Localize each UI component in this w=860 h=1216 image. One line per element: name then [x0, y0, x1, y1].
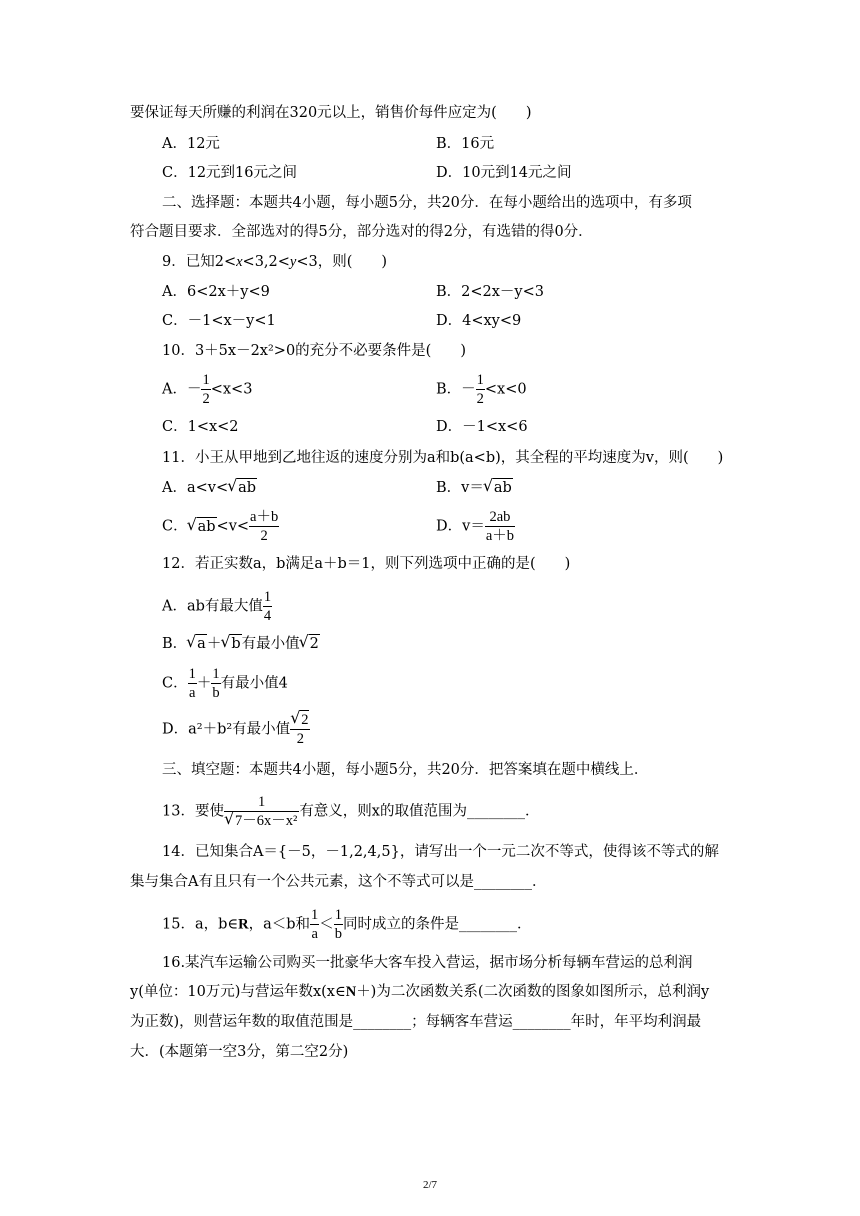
q14-stem-line1: 14．已知集合A＝{－5，－1,2,4,5}，请写出一个一元二次不等式，使得该不等式的解	[162, 844, 719, 860]
fraction: √ $\frac{2}{2}$	[290, 713, 310, 746]
q8-option-d: D．10元到14元之间	[436, 165, 572, 181]
q8-option-c: C．12元到16元之间	[162, 165, 297, 181]
sqrt-sign: √ 2	[291, 713, 309, 728]
q12-option-d: D．a²＋b²有最小值 √ $\frac{2}{2}$	[162, 713, 310, 746]
q9-option-c: C．－1<x－y<1	[162, 313, 276, 329]
q16-stem-line3: 为正数)，则营运年数的取值范围是________；每辆客车营运________年时，年平均利润最	[130, 1014, 702, 1030]
q9-option-a: A．6<2x＋y<9	[162, 284, 270, 300]
q10-option-c: C．1<x<2	[162, 419, 239, 435]
section3-heading: 三、填空题：本题共4小题，每小题5分，共20分．把答案填在题中横线上．	[162, 762, 649, 778]
fraction: $\frac{1}{a}$	[311, 907, 319, 942]
q11-option-d: D．v＝ $\frac{2ab}{a+b}$	[436, 509, 515, 544]
q11-option-c: C．√ ab<v< $\frac{a+b}{2}$	[162, 510, 279, 543]
q10-stem: 10．3＋5x－2x²>0的充分不必要条件是( )	[162, 343, 466, 359]
fraction: $\frac{a+b}{2}$	[250, 509, 279, 544]
q16-stem-line2: y(单位：10万元)与营运年数x(x∈N＋)为二次函数关系(二次函数的图象如图所示，总利润y	[130, 984, 710, 1000]
fraction: $\frac{1}{b}$	[334, 907, 343, 942]
q12-stem: 12．若正实数a，b满足a＋b＝1，则下列选项中正确的是( )	[162, 556, 571, 572]
fraction: $\frac{1}{a}$	[188, 666, 196, 701]
fraction: $\frac{1}{2}$	[202, 372, 210, 407]
q9-option-d: D．4<xy<9	[436, 313, 522, 329]
q12-option-c: C． $\frac{1}{a}$ ＋ $\frac{1}{b}$ 有最小值4	[162, 666, 288, 701]
q12-option-b: B．√ a＋√ b有最小值√ 2	[162, 637, 320, 652]
q12-option-a: A．ab有最大值 $\frac{1}{4}$	[162, 589, 272, 624]
q11-option-b: B．v＝√ ab	[436, 481, 513, 496]
section2-heading-line1: 二、选择题：本题共4小题，每小题5分，共20分．在每小题给出的选项中，有多项	[162, 195, 692, 211]
q10-option-a: A．－ $\frac{1}{2}$ <x<3	[162, 372, 253, 407]
section2-heading-line2: 符合题目要求．全部选对的得5分，部分选对的得2分，有选错的得0分．	[130, 224, 593, 240]
q15-stem: 15．a，b∈R，a＜b和 $\frac{1}{a}$ ＜ $\frac{1}{b}$ 同时成立的条件是________．	[162, 907, 532, 942]
sqrt-sign: √ a	[187, 637, 207, 652]
q9-option-b: B．2<2x－y<3	[436, 284, 544, 300]
q8-stem-tail: 要保证每天所赚的利润在320元以上，销售价每件应定为( )	[130, 105, 532, 121]
sqrt-sign: √ 7－6x－x²	[225, 814, 298, 829]
page-number: 2/7	[422, 1179, 438, 1191]
fraction: $\frac{1}{b}$	[212, 666, 220, 701]
q16-stem-line4: 大．(本题第一空3分，第二空2分)	[130, 1044, 349, 1060]
q10-option-d: D．－1<x<6	[436, 419, 528, 435]
fraction: $\frac{2ab}{a+b}$	[485, 509, 515, 544]
q14-stem-line2: 集与集合A有且只有一个公共元素，这个不等式可以是________．	[130, 874, 547, 890]
fraction: $\frac{1}{2}$	[476, 372, 484, 407]
q11-stem: 11．小王从甲地到乙地往返的速度分别为a和b(a<b)，其全程的平均速度为v，则( )	[162, 450, 724, 466]
q16-stem-line1: 16.某汽车运输公司购买一批豪华大客车投入营运，据市场分析每辆车营运的总利润	[162, 955, 693, 971]
sqrt-sign: √ ab	[188, 520, 217, 535]
fraction: 1 √ 7－6x－x²	[224, 795, 299, 828]
q8-option-b: B．16元	[436, 136, 495, 152]
q11-option-a: A．a<v<√ ab	[162, 481, 257, 496]
fraction: $\frac{1}{4}$	[263, 589, 272, 624]
q9-stem: 9．已知2<x<3,2<y<3，则( )	[162, 254, 388, 270]
sqrt-sign: √ b	[221, 637, 241, 652]
q10-option-b: B．－ $\frac{1}{2}$ <x<0	[436, 372, 527, 407]
sqrt-sign: √ 2	[300, 637, 320, 652]
q8-option-a: A．12元	[162, 136, 220, 152]
q13-stem: 13．要使 1 √ 7－6x－x² 有意义，则x的取值范围为________．	[162, 795, 540, 828]
sqrt-sign: √ ab	[484, 481, 513, 496]
sqrt-sign: √ ab	[228, 481, 257, 496]
